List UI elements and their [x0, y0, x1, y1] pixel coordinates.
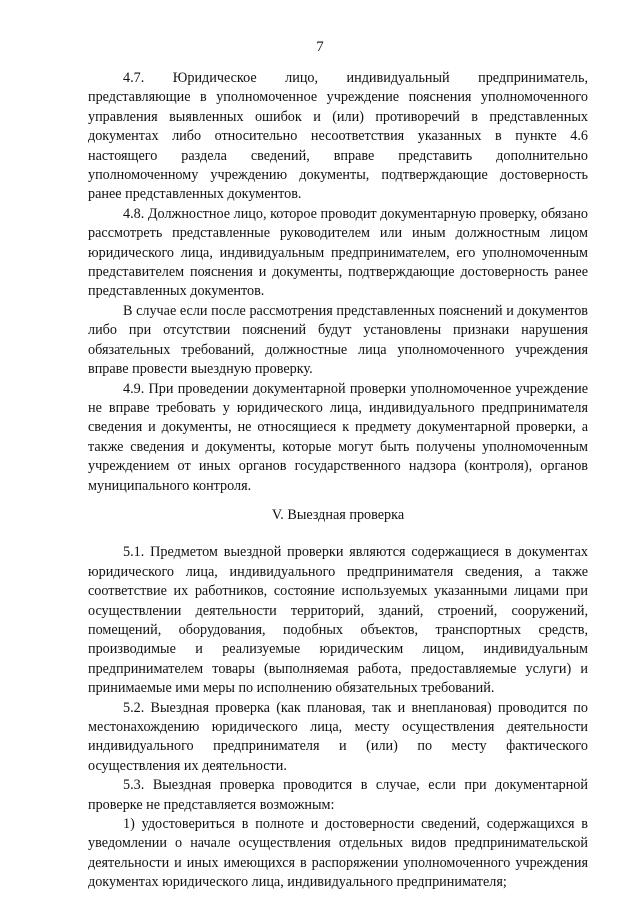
spacer [88, 496, 588, 506]
paragraph-4-8: 4.8. Должностное лицо, которое проводит документарную проверку, обязано рассмотреть представленные руководителем или иным должностным лицом юридического лица, индивидуальным предпринимателем, его уполномоченным представителем пояснения и документы, подтверждающие достоверность ранее представленных документов. [88, 205, 588, 300]
spacer [88, 525, 588, 543]
paragraph-5-3: 5.3. Выездная проверка проводится в случае, если при документарной проверке не представляется возможным: [88, 777, 588, 813]
document-body [88, 69, 588, 893]
paragraph-4-9: 4.9. При проведении документарной проверки уполномоченное учреждение не вправе требовать у юридического лица, индивидуального предпринимателя сведения и документы, не относящиеся к предмету документарной проверки, а также сведения и документы, которые могут быть получены уполномоченным учреждением от иных органов государственного надзора (контроля), органов муниципального контроля. [88, 380, 588, 494]
paragraph-5-3-item-1: 1) удостовериться в полноте и достоверности сведений, содержащихся в уведомлении о начале осуществления отдельных видов предпринимательской деятельности и иных имеющихся в распоряжении уполномоченного учреждения документах юридического лица, индивидуального предпринимателя; [88, 816, 588, 891]
section-heading: V. Выездная проверка [271, 506, 405, 523]
paragraph-5-1: 5.1. Предметом выездной проверки являются содержащиеся в документах юридического лица, индивидуального предпринимателя сведения, а также соответствие их работников, состояние используемых указанными лицами при осуществлении деятельности территорий, зданий, строений, сооружений, помещений, оборудования, подобных объектов, транспортных средств, производимые и реализуемые юридическим лицом, индивидуальным предпринимателем товары (выполняемая работа, предоставляемые услуги) и принимаемые ими меры по исполнению обязательных требований. [88, 544, 588, 697]
paragraph-4-8-continuation: В случае если после рассмотрения представленных пояснений и документов либо при отсутствии пояснений будут установлены признаки нарушения обязательных требований, должностные лица уполномоченного учреждения вправе провести выездную проверку. [88, 302, 588, 378]
paragraph-4-7: 4.7. Юридическое лицо, индивидуальный предприниматель, представляющие в уполномоченное учреждение пояснения уполномоченного управления выявленных ошибок и (или) противоречий в представленных документах либо относительно несоответствия указанных в пункте 4.6 настоящего раздела сведений, вправе представить дополнительно уполномоченному учреждению документы, подтверждающие достоверность ранее представленных документов. [88, 70, 588, 203]
page-number: 7 [316, 39, 324, 55]
paragraph-5-2: 5.2. Выездная проверка (как плановая, так и внеплановая) проводится по местонахождению юридического лица, месту осуществления деятельности индивидуального предпринимателя и (или) по месту фактического осуществления их деятельности. [88, 699, 588, 774]
